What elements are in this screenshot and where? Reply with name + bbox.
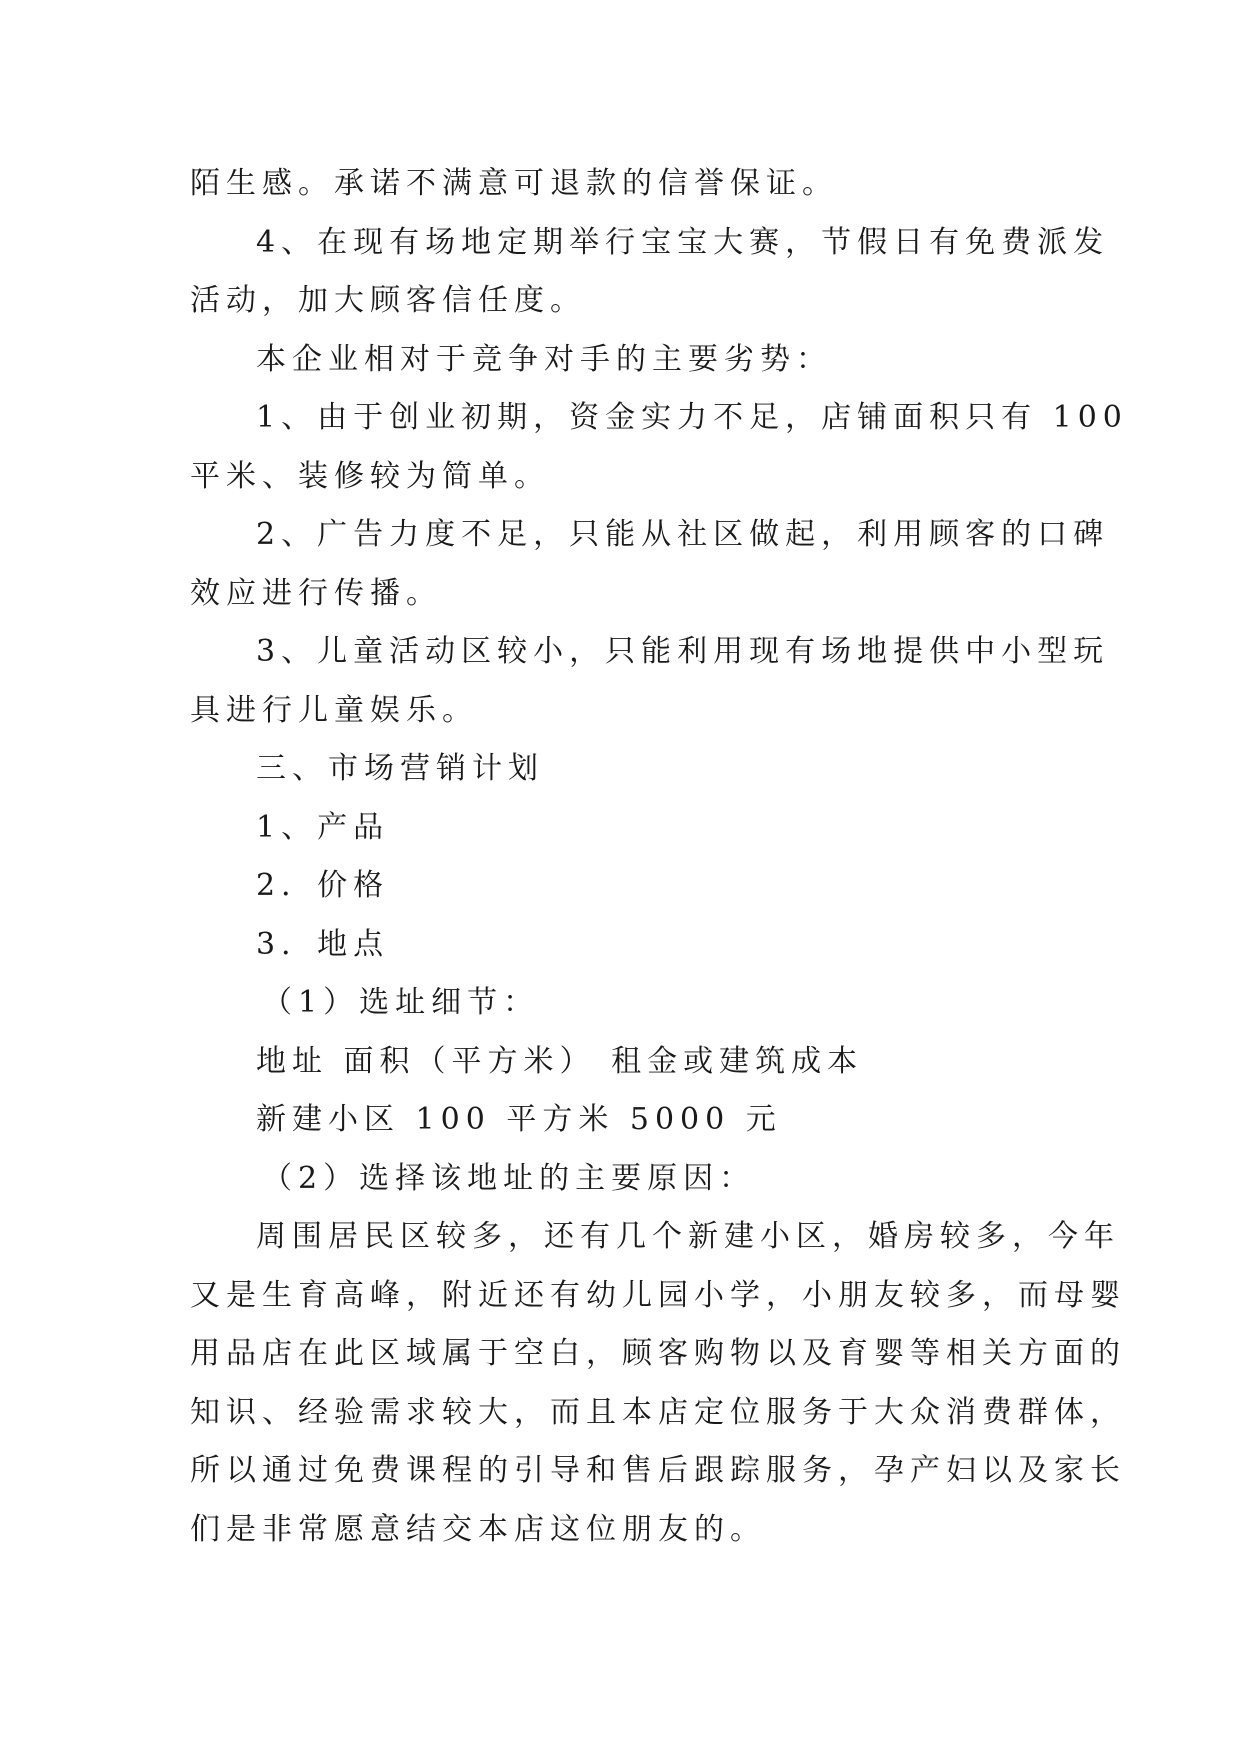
list-item: 1、产品 (256, 809, 390, 845)
paragraph-line: 效应进行传播。 (190, 575, 442, 611)
list-item: 2．价格 (256, 868, 390, 903)
paragraph-line: 2、广告力度不足，只能从社区做起，利用顾客的口碑 (256, 517, 1110, 552)
document-body (190, 155, 1128, 1559)
paragraph-line: 所以通过免费课程的引导和售后跟踪服务，孕产妇以及家长 (190, 1453, 1126, 1488)
paragraph-line: 活动，加大顾客信任度。 (190, 283, 586, 318)
section-heading: 三、市场营销计划 (256, 751, 544, 786)
subsection-heading: （2）选择该地址的主要原因： (262, 1160, 756, 1196)
list-item: 3．地点 (256, 926, 390, 962)
paragraph-line: 4、在现有场地定期举行宝宝大赛，节假日有免费派发 (256, 224, 1110, 260)
paragraph-line: 们是非常愿意结交本店这位朋友的。 (190, 1511, 766, 1547)
paragraph-line: 陌生感。承诺不满意可退款的信誉保证。 (190, 166, 838, 201)
paragraph-line: 又是生育高峰，附近还有幼儿园小学，小朋友较多，而母婴 (190, 1277, 1126, 1313)
table-header-line: 地址 面积（平方米） 租金或建筑成本 (256, 1043, 864, 1079)
paragraph-line: 平米、装修较为简单。 (190, 458, 550, 494)
paragraph-line: 3、儿童活动区较小，只能利用现有场地提供中小型玩 (256, 634, 1110, 669)
subsection-heading: （1）选址细节： (262, 985, 540, 1020)
section-heading: 本企业相对于竞争对手的主要劣势： (256, 341, 832, 377)
paragraph-line: 具进行儿童娱乐。 (190, 692, 478, 728)
paragraph-line: 1、由于创业初期，资金实力不足，店铺面积只有 100 (256, 400, 1128, 435)
paragraph-line: 周围居民区较多，还有几个新建小区，婚房较多，今年 (256, 1219, 1120, 1254)
paragraph-line: 用品店在此区域属于空白，顾客购物以及育婴等相关方面的 (190, 1336, 1126, 1371)
table-row-line: 新建小区 100 平方米 5000 元 (256, 1102, 782, 1137)
paragraph-line: 知识、经验需求较大，而且本店定位服务于大众消费群体， (190, 1394, 1126, 1430)
